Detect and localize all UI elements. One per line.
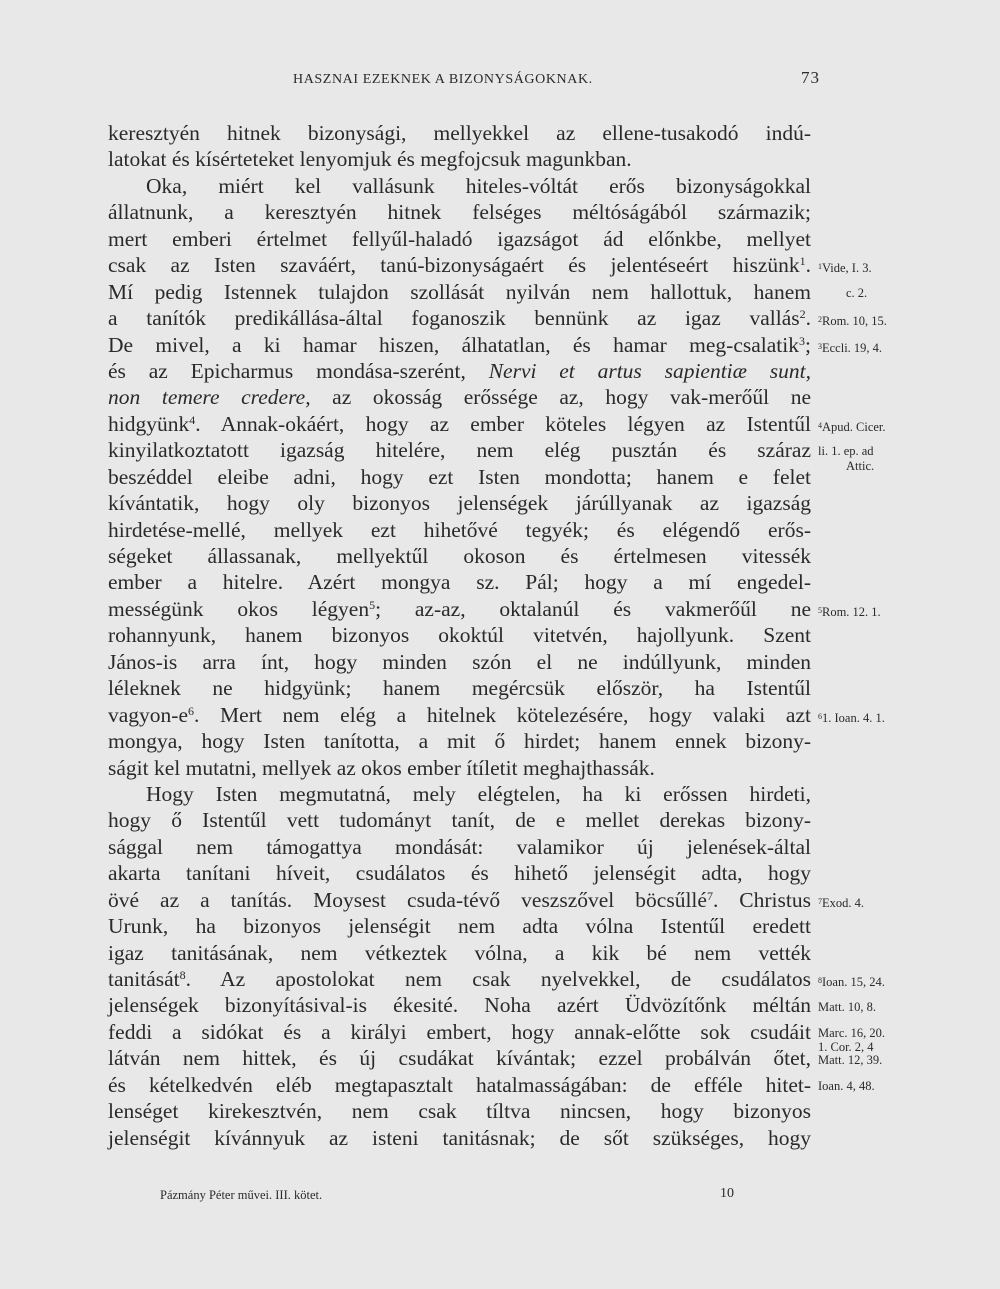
line-text: csak az Isten szaváért, tanú-bizonyságaért és jelentéseért hiszünk bbox=[108, 253, 800, 278]
margin-note bbox=[818, 445, 874, 458]
line-text: beszéddel eleibe adni, hogy ezt Isten mondotta; hanem e felet bbox=[108, 464, 811, 489]
text-line bbox=[108, 1045, 811, 1071]
text-line bbox=[108, 1125, 811, 1151]
note-text: Attic. bbox=[846, 458, 875, 473]
line-text: látván nem hittek, és új csudákat kívántak; ezzel probálván őtet, bbox=[108, 1046, 811, 1071]
line-text: ember a hitelre. Azért mongya sz. Pál; hogy a mí engedel- bbox=[108, 570, 811, 595]
footer-volume-title: Pázmány Péter művei. III. kötet. bbox=[160, 1188, 323, 1202]
line-text: . bbox=[805, 253, 811, 278]
line-text: lenséget kirekesztvén, nem csak tíltva nincsen, hogy bizonyos bbox=[108, 1099, 811, 1124]
note-text: li. 1. ep. ad bbox=[818, 444, 874, 459]
line-text: jelenségit kívánnyuk az isteni tanitásnak; de sőt szükséges, hogy bbox=[108, 1125, 811, 1150]
line-text: akarta tanítani híveit, csudálatos és hihető jelenségit adta, hogy bbox=[108, 861, 811, 886]
note-text: Vide, I. 3. bbox=[822, 261, 872, 276]
text-line bbox=[108, 622, 811, 648]
text-line bbox=[108, 940, 811, 966]
note-text: 1. Ioan. 4. 1. bbox=[822, 710, 885, 725]
running-header bbox=[108, 68, 820, 96]
text-line bbox=[108, 517, 811, 543]
line-text: De mivel, a ki hamar hiszen, álhatatlan, és hamar meg-csalatik bbox=[108, 332, 800, 357]
margin-note bbox=[818, 1027, 885, 1040]
line-text: hirdetése-mellé, mellyek ezt hihetővé tegyék; és elégendő erős- bbox=[108, 517, 811, 542]
text-line bbox=[108, 834, 811, 860]
note-text: Exod. 4. bbox=[822, 896, 865, 911]
line-text: Oka, miért kel vallásunk hiteles-vóltát erős bizonyságokkal bbox=[146, 173, 811, 198]
text-line bbox=[108, 279, 811, 305]
text-line bbox=[108, 887, 811, 913]
line-text: vagyon-e bbox=[108, 702, 188, 727]
margin-note bbox=[818, 419, 886, 434]
text-line bbox=[108, 781, 811, 807]
margin-note bbox=[818, 604, 881, 619]
footnote-marker: 5 bbox=[369, 597, 376, 612]
line-text: ségeket állassanak, mellyektűl okoson és értelmesen vitessék bbox=[108, 544, 811, 568]
text-line bbox=[108, 860, 811, 886]
text-line bbox=[108, 1098, 811, 1124]
margin-note bbox=[846, 287, 867, 300]
note-text: c. 2. bbox=[846, 285, 868, 300]
footnote-marker: 1 bbox=[799, 254, 806, 269]
text-line bbox=[108, 173, 811, 199]
footnote-marker: 4 bbox=[189, 412, 196, 427]
note-text: Ioan. 15, 24. bbox=[822, 975, 885, 990]
line-text: Urunk, ha bizonyos jelenségit nem adta vólna Istentűl eredett bbox=[108, 914, 811, 939]
line-text: sággal nem támogattya mondását: valamikor új jelenések-által bbox=[108, 834, 811, 859]
margin-note bbox=[818, 710, 885, 725]
note-text: Eccli. 19, 4. bbox=[822, 340, 883, 355]
line-text: Hogy Isten megmutatná, mely elégtelen, ha ki erőssen hirdeti, bbox=[146, 781, 811, 806]
text-line bbox=[108, 358, 811, 384]
footnote-marker: 7 bbox=[706, 888, 713, 903]
line-text: a tanítók predikállása-által foganoszik bennünk az igaz vallás bbox=[108, 306, 800, 331]
text-line bbox=[108, 226, 811, 252]
text-line bbox=[108, 543, 811, 569]
text-line bbox=[108, 305, 811, 331]
text-line bbox=[108, 728, 811, 754]
footer-signature: 10 bbox=[720, 1186, 734, 1201]
text-line bbox=[108, 913, 811, 939]
text-line bbox=[108, 464, 811, 490]
line-text: igaz tanitásának, nem vétkeztek vólna, a kik bé nem vették bbox=[108, 940, 811, 965]
text-line bbox=[108, 252, 811, 278]
note-marker: 7 bbox=[818, 897, 822, 907]
margin-note bbox=[818, 974, 885, 989]
note-text: Rom. 10, 15. bbox=[822, 314, 887, 329]
line-text: . Annak-okáért, hogy az ember köteles légyen az Istentűl bbox=[195, 411, 811, 436]
text-line bbox=[108, 332, 811, 358]
note-marker: 2 bbox=[818, 315, 822, 325]
margin-note bbox=[818, 1080, 875, 1093]
text-line bbox=[108, 384, 811, 410]
line-text: az okosság erőssége az, hogy vak-merőűl ne bbox=[310, 385, 811, 410]
text-line bbox=[108, 807, 811, 833]
line-text: ; bbox=[805, 332, 811, 357]
text-line bbox=[108, 411, 811, 437]
text-line bbox=[108, 649, 811, 675]
text-line bbox=[108, 437, 811, 463]
note-marker: 6 bbox=[818, 711, 822, 721]
footnote-marker: 3 bbox=[799, 333, 806, 348]
note-text: Ioan. 4, 48. bbox=[818, 1079, 875, 1094]
note-text: Marc. 16, 20. bbox=[818, 1026, 885, 1041]
margin-note bbox=[818, 1001, 876, 1014]
main-text bbox=[108, 120, 811, 1151]
note-marker: 8 bbox=[818, 976, 822, 986]
line-text: . Az apostolokat nem csak nyelvekkel, de csudálatos bbox=[185, 967, 811, 991]
note-text: Matt. 10, 8. bbox=[818, 999, 876, 1014]
line-text: mességünk okos légyen bbox=[108, 596, 370, 621]
line-text: kívántatik, hogy oly bizonyos jelenségek járúllyanak az igazság bbox=[108, 491, 811, 516]
line-text: János-is arra ínt, hogy minden szón el ne indúllyunk, minden bbox=[108, 649, 811, 674]
line-text: ságit kel mutatni, mellyek az okos ember ítíletit meghajthassák. bbox=[108, 755, 655, 780]
text-line bbox=[108, 490, 811, 516]
text-line bbox=[108, 966, 811, 992]
line-text: mert emberi értelmet fellyűl-haladó igazságot ád előnkbe, mellyet bbox=[108, 226, 811, 251]
text-line bbox=[108, 675, 811, 701]
line-text: állatnunk, a keresztyén hitnek felséges méltóságából származik; bbox=[108, 200, 811, 225]
note-text: 1. Cor. 2, 4 bbox=[818, 1039, 874, 1054]
line-text: . Christus bbox=[712, 887, 811, 912]
text-line bbox=[108, 1019, 811, 1045]
note-text: Apud. Cicer. bbox=[822, 419, 886, 434]
text-line bbox=[108, 596, 811, 622]
line-text: tanitását bbox=[108, 967, 180, 991]
line-text: . bbox=[805, 306, 811, 331]
footnote-marker: 2 bbox=[799, 307, 806, 322]
running-title: HASZNAI EZEKNEK A BIZONYSÁGOKNAK. bbox=[293, 72, 593, 87]
line-text: . Mert nem elég a hitelnek kötelezésére, hogy valaki azt bbox=[194, 702, 811, 727]
text-line bbox=[108, 120, 811, 146]
line-text: latokat és kísérteteket lenyomjuk és megfojcsuk magunkban. bbox=[108, 147, 632, 172]
margin-note bbox=[818, 260, 872, 275]
page-footer bbox=[160, 1188, 760, 1208]
note-marker: 4 bbox=[818, 420, 822, 430]
line-text: és az Epicharmus mondása-szerént, bbox=[108, 358, 489, 383]
line-text: hogy ő Istentűl vett tudományt tanít, de e mellet derekas bizony- bbox=[108, 808, 811, 833]
margin-note bbox=[818, 313, 887, 328]
line-text: léleknek ne hidgyünk; hanem megércsük először, ha Istentűl bbox=[108, 676, 811, 701]
margin-note bbox=[818, 340, 882, 355]
line-text: ; az-az, oktalanúl és vakmerőűl ne bbox=[375, 596, 811, 621]
note-marker: 3 bbox=[818, 341, 822, 351]
margin-note bbox=[818, 895, 864, 910]
line-text: és kételkedvén eléb megtapasztalt hatalmasságában: de efféle hitet- bbox=[108, 1072, 811, 1097]
note-text: Rom. 12. 1. bbox=[822, 605, 881, 620]
text-line bbox=[108, 702, 811, 728]
line-text: övé az a tanítás. Moysest csuda-tévő veszszővel böcsűllé bbox=[108, 887, 707, 912]
note-text: Matt. 12, 39. bbox=[818, 1052, 883, 1067]
line-text: kinyilatkoztatott igazság hitelére, nem elég pusztán és száraz bbox=[108, 438, 811, 463]
margin-note bbox=[818, 1054, 882, 1067]
footnote-marker: 8 bbox=[179, 968, 186, 982]
text-line bbox=[108, 755, 811, 781]
italic-quote: non temere credere, bbox=[108, 385, 311, 410]
text-line bbox=[108, 992, 811, 1018]
line-text: hidgyünk bbox=[108, 411, 190, 436]
text-line bbox=[108, 1072, 811, 1098]
italic-quote: Nervi et artus sapientiæ sunt, bbox=[488, 358, 811, 383]
note-marker: 5 bbox=[818, 606, 822, 616]
text-line bbox=[108, 146, 811, 172]
footnote-marker: 6 bbox=[188, 703, 194, 718]
text-line bbox=[108, 199, 811, 225]
note-marker: 1 bbox=[818, 262, 822, 272]
margin-note bbox=[846, 460, 874, 473]
margin-note bbox=[818, 1041, 874, 1054]
page-number: 73 bbox=[801, 68, 820, 87]
line-text: jelenségek bizonyításival-is ékesité. Noha azért Üdvözítőnk méltán bbox=[108, 993, 811, 1018]
line-text: rohannyunk, hanem bizonyos okoktúl vitetvén, hajollyunk. Szent bbox=[108, 623, 811, 648]
line-text: mongya, hogy Isten tanította, a mit ő hirdet; hanem ennek bizony- bbox=[108, 729, 811, 754]
text-line bbox=[108, 569, 811, 595]
line-text: keresztyén hitnek bizonysági, mellyekkel az ellene-tusakodó indú- bbox=[108, 121, 811, 145]
line-text: Mí pedig Istennek tulajdon szollását nyilván nem hallottuk, hanem bbox=[108, 279, 811, 304]
line-text: feddi a sidókat és a királyi embert, hogy annak-előtte sok csudáit bbox=[108, 1019, 811, 1044]
